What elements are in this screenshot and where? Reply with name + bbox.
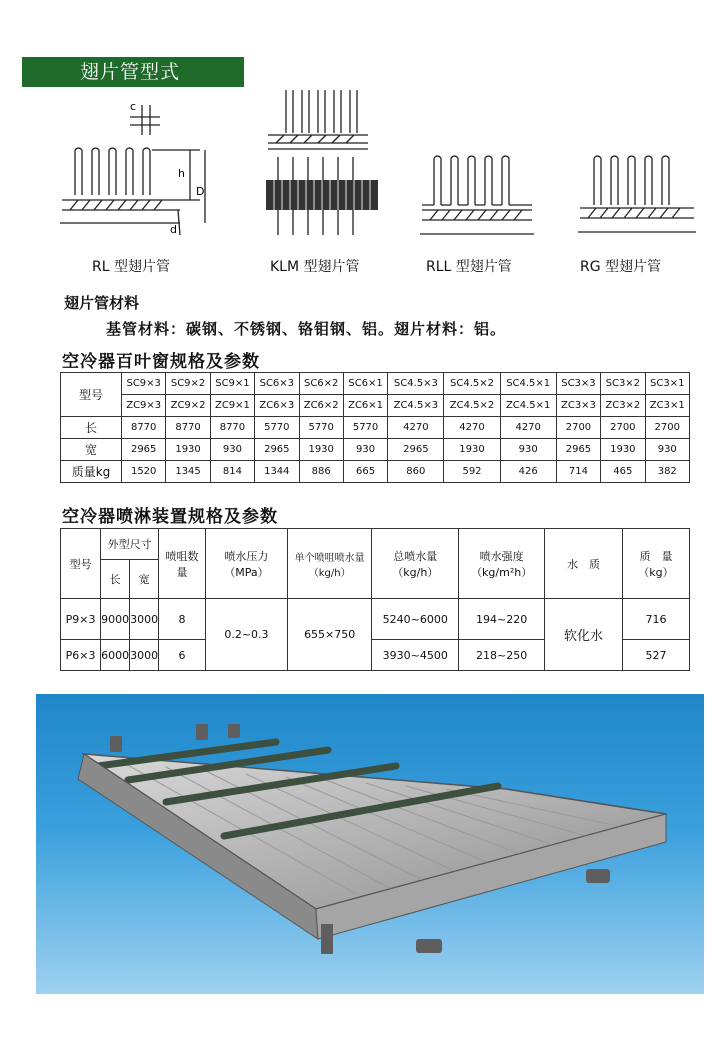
- sc-cell: SC3×2: [601, 373, 645, 395]
- length-cell: 2700: [556, 417, 600, 439]
- h-wid: 宽: [130, 560, 159, 599]
- table-row: [61, 599, 690, 640]
- mass-cell: 860: [388, 461, 444, 483]
- table-row: [61, 373, 690, 395]
- fin-label-rl: RL 型翅片管: [92, 259, 170, 275]
- dim-h-label: h: [178, 167, 185, 180]
- cell-model: P9×3: [61, 599, 101, 640]
- h-mass: 质 量（kg）: [622, 529, 689, 599]
- cell-water: 软化水: [544, 599, 622, 671]
- zc-cell: ZC3×3: [556, 395, 600, 417]
- spray-table-title: 空冷器喷淋装置规格及参数: [62, 507, 278, 527]
- rg-fin-diagram: [572, 150, 702, 240]
- width-cell: 1930: [601, 439, 645, 461]
- length-cell: 8770: [166, 417, 210, 439]
- zc-cell: ZC9×2: [166, 395, 210, 417]
- mass-cell: 714: [556, 461, 600, 483]
- fin-label-rll: RLL 型翅片管: [426, 259, 512, 275]
- zc-cell: ZC4.5×2: [444, 395, 500, 417]
- width-cell: 930: [210, 439, 254, 461]
- zc-cell: ZC3×2: [601, 395, 645, 417]
- table-row: [61, 461, 690, 483]
- louver-table-title: 空冷器百叶窗规格及参数: [62, 352, 260, 372]
- width-cell: 1930: [444, 439, 500, 461]
- length-cell: 2700: [601, 417, 645, 439]
- mass-cell: 1345: [166, 461, 210, 483]
- sc-cell: SC9×3: [122, 373, 166, 395]
- spray-spec-table: [60, 528, 690, 671]
- length-cell: 5770: [343, 417, 387, 439]
- length-cell: 4270: [500, 417, 556, 439]
- dim-c-label: c: [130, 100, 137, 113]
- mass-cell: 665: [343, 461, 387, 483]
- cell-len: 9000: [101, 599, 130, 640]
- klm-fin-diagram: [258, 85, 388, 245]
- length-cell: 5770: [299, 417, 343, 439]
- zc-cell: ZC6×2: [299, 395, 343, 417]
- width-cell: 2965: [388, 439, 444, 461]
- length-header: 长: [61, 417, 122, 439]
- fin-label-rg: RG 型翅片管: [580, 259, 662, 275]
- width-cell: 930: [343, 439, 387, 461]
- louver-spec-table: [60, 372, 690, 483]
- sc-cell: SC4.5×3: [388, 373, 444, 395]
- width-cell: 1930: [166, 439, 210, 461]
- width-cell: 2965: [255, 439, 299, 461]
- h-nozzles: 喷咀数量: [159, 529, 206, 599]
- width-cell: 2965: [122, 439, 166, 461]
- zc-cell: ZC4.5×3: [388, 395, 444, 417]
- zc-cell: ZC6×1: [343, 395, 387, 417]
- h-outer: 外型尺寸: [101, 529, 159, 560]
- sc-cell: SC6×1: [343, 373, 387, 395]
- table-row: [61, 417, 690, 439]
- spray-unit-illustration: [36, 694, 704, 994]
- zc-cell: ZC9×3: [122, 395, 166, 417]
- cell-wid: 3000: [130, 599, 159, 640]
- sc-cell: SC4.5×2: [444, 373, 500, 395]
- width-cell: 930: [645, 439, 689, 461]
- width-cell: 2965: [556, 439, 600, 461]
- h-total: 总喷水量（kg/h）: [372, 529, 459, 599]
- cell-pressure: 0.2~0.3: [205, 599, 287, 671]
- dim-d-label: d: [170, 223, 177, 236]
- mass-header: 质量kg: [61, 461, 122, 483]
- cell-mass: 527: [622, 640, 689, 671]
- table-row: [61, 439, 690, 461]
- width-cell: 1930: [299, 439, 343, 461]
- dim-D-label: D: [196, 185, 205, 198]
- mass-cell: 382: [645, 461, 689, 483]
- section-banner: 翅片管型式: [22, 57, 244, 87]
- rll-fin-diagram: [412, 150, 542, 245]
- cell-total: 3930~4500: [372, 640, 459, 671]
- h-water: 水 质: [544, 529, 622, 599]
- cell-intensity: 194~220: [459, 599, 545, 640]
- zc-cell: ZC9×1: [210, 395, 254, 417]
- width-header: 宽: [61, 439, 122, 461]
- length-cell: 4270: [388, 417, 444, 439]
- cell-wid: 3000: [130, 640, 159, 671]
- h-pressure: 喷水压力（MPa）: [205, 529, 287, 599]
- length-cell: 8770: [122, 417, 166, 439]
- table-row: [61, 395, 690, 417]
- zc-cell: ZC6×3: [255, 395, 299, 417]
- table-row: [61, 529, 690, 560]
- sc-cell: SC3×3: [556, 373, 600, 395]
- sc-cell: SC9×2: [166, 373, 210, 395]
- zc-cell: ZC3×1: [645, 395, 689, 417]
- length-cell: 8770: [210, 417, 254, 439]
- mass-cell: 465: [601, 461, 645, 483]
- cell-mass: 716: [622, 599, 689, 640]
- sc-cell: SC3×1: [645, 373, 689, 395]
- mass-cell: 886: [299, 461, 343, 483]
- materials-line: 基管材料：碳钢、不锈钢、铬钼钢、铝。翅片材料：铝。: [106, 320, 507, 338]
- mass-cell: 814: [210, 461, 254, 483]
- mass-cell: 426: [500, 461, 556, 483]
- length-cell: 5770: [255, 417, 299, 439]
- sc-cell: SC9×1: [210, 373, 254, 395]
- h-model: 型号: [61, 529, 101, 599]
- product-photo: [36, 694, 704, 994]
- h-single: 单个喷咀喷水量（kg/h）: [288, 529, 372, 599]
- rl-fin-diagram: [50, 95, 220, 250]
- sc-cell: SC6×2: [299, 373, 343, 395]
- zc-cell: ZC4.5×1: [500, 395, 556, 417]
- h-len: 长: [101, 560, 130, 599]
- cell-nozzles: 6: [159, 640, 206, 671]
- mass-cell: 1344: [255, 461, 299, 483]
- h-intensity: 喷水强度（kg/m²h）: [459, 529, 545, 599]
- length-cell: 2700: [645, 417, 689, 439]
- sc-cell: SC4.5×1: [500, 373, 556, 395]
- cell-model: P6×3: [61, 640, 101, 671]
- cell-total: 5240~6000: [372, 599, 459, 640]
- cell-single: 655×750: [288, 599, 372, 671]
- cell-len: 6000: [101, 640, 130, 671]
- mass-cell: 592: [444, 461, 500, 483]
- fin-label-klm: KLM 型翅片管: [270, 259, 360, 275]
- cell-nozzles: 8: [159, 599, 206, 640]
- mass-cell: 1520: [122, 461, 166, 483]
- materials-title: 翅片管材料: [64, 294, 140, 312]
- cell-intensity: 218~250: [459, 640, 545, 671]
- sc-cell: SC6×3: [255, 373, 299, 395]
- model-header: 型号: [61, 373, 122, 417]
- width-cell: 930: [500, 439, 556, 461]
- length-cell: 4270: [444, 417, 500, 439]
